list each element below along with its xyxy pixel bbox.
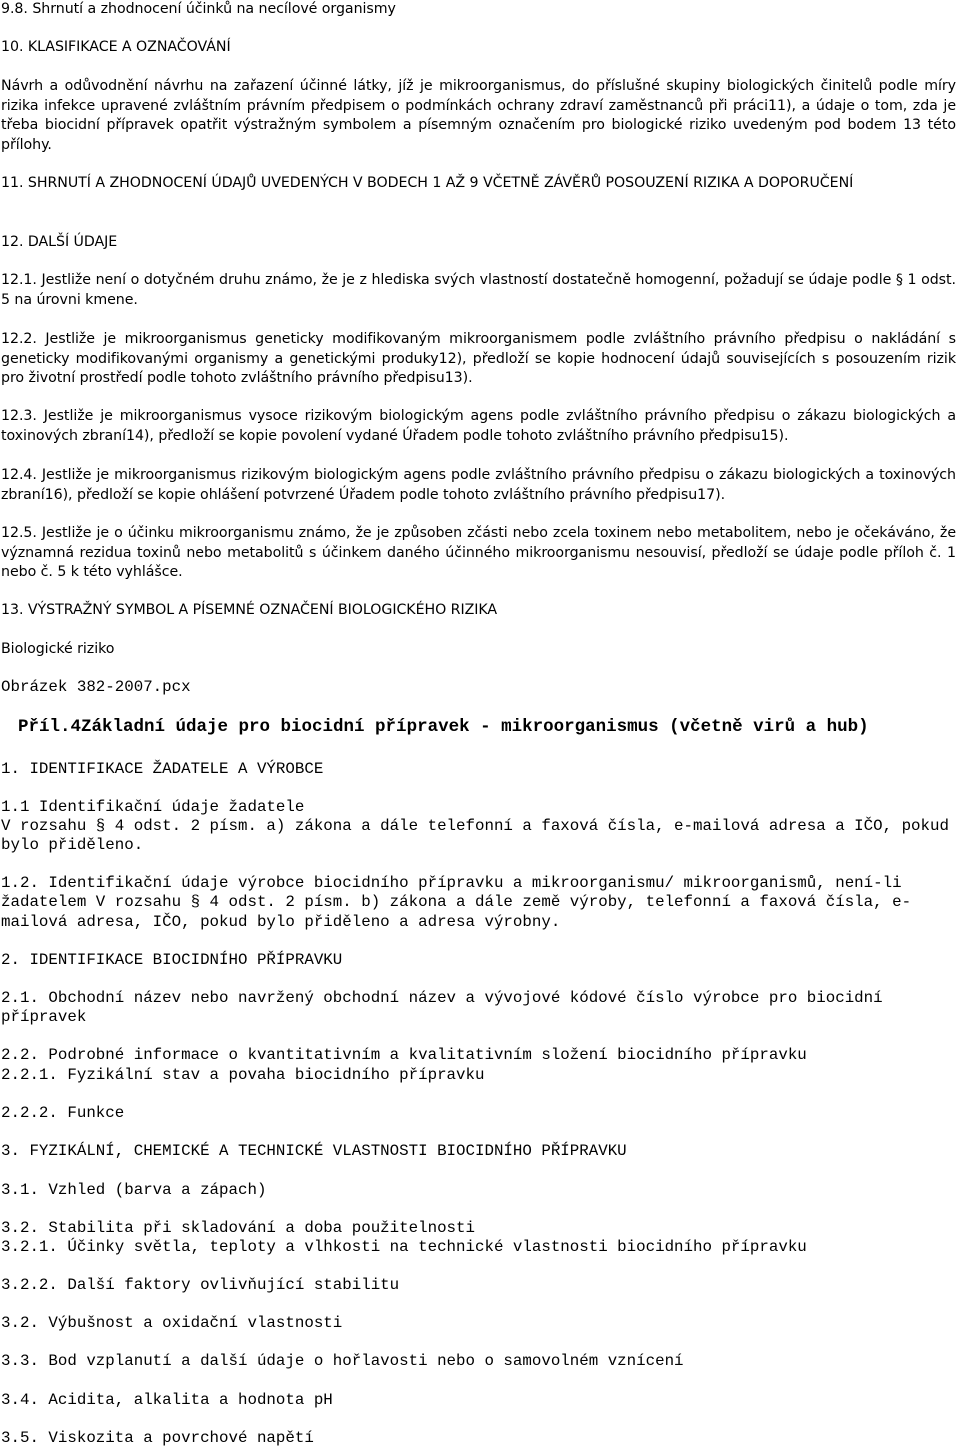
heading-11: 11. SHRNUTÍ A ZHODNOCENÍ ÚDAJŮ UVEDENÝCH V BODECH 1 AŽ 9 VČETNĚ ZÁVĚRŮ POSOUZENÍ RIZIKA A DOPORUČENÍ bbox=[1, 175, 854, 191]
heading-2-2: 2.2. Podrobné informace o kvantitativním a kvalitativním složení biocidního přípravku bbox=[1, 1046, 807, 1064]
heading-3-vlastnosti: 3. FYZIKÁLNÍ, CHEMICKÉ A TECHNICKÉ VLASTNOSTI BIOCIDNÍHO PŘÍPRAVKU bbox=[1, 1142, 627, 1160]
paragraph-2-1: 2.1. Obchodní název nebo navržený obchodní název a vývojové kódové číslo výrobce pro biocidní přípravek bbox=[1, 989, 883, 1027]
paragraph-1-2: 1.2. Identifikační údaje výrobce biocidního přípravku a mikroorganismu/ mikroorganismů, není-li žadatelem V rozsahu § 4 odst. 2 písm. b) zákona a dále země výroby, telefonní a faxová čísla, e-mailová adresa, IČO, pokud bylo přiděleno a adresa výrobny. bbox=[1, 874, 912, 931]
heading-13: 13. VÝSTRAŽNÝ SYMBOL A PÍSEMNÉ OZNAČENÍ BIOLOGICKÉHO RIZIKA bbox=[1, 602, 498, 618]
paragraph-12-4: 12.4. Jestliže je mikroorganismus rizikovým biologickým agens podle zvláštního právního předpisu o zákazu biologických a toxinových zbraní16), předloží se kopie ohlášení potvrzené Úřadem podle tohoto zvláštního právního předpisu17). bbox=[1, 467, 956, 503]
heading-2-2-1: 2.2.1. Fyzikální stav a povaha biocidního přípravku bbox=[1, 1066, 485, 1084]
heading-12: 12. DALŠÍ ÚDAJE bbox=[1, 234, 118, 250]
paragraph-12-2: 12.2. Jestliže je mikroorganismus geneticky modifikovaným mikroorganismem podle zvláštního právního předpisu o nakládání s geneticky modifikovanými organismy a genetickými produky12), předloží se kopie hodnocení údajů souvisejících s posouzením rizik pro životní prostředí podle tohoto zvláštního právního předpisu13). bbox=[1, 331, 956, 386]
heading-1-identifikace: 1. IDENTIFIKACE ŽADATELE A VÝROBCE bbox=[1, 760, 324, 778]
heading-3-2-1: 3.2.1. Účinky světla, teploty a vlhkosti na technické vlastnosti biocidního přípravku bbox=[1, 1238, 807, 1256]
image-placeholder-filename: Obrázek 382-2007.pcx bbox=[1, 678, 191, 696]
label-biologicke-riziko: Biologické riziko bbox=[1, 641, 115, 657]
paragraph-12-1: 12.1. Jestliže není o dotyčném druhu známo, že je z hlediska svých vlastností dostatečně homogenní, požadují se údaje podle § 1 odst. 5 na úrovni kmene. bbox=[1, 272, 956, 308]
heading-3-4: 3.4. Acidita, alkalita a hodnota pH bbox=[1, 1391, 333, 1409]
paragraph-12-5: 12.5. Jestliže je o účinku mikroorganismu známo, že je způsoben zčásti nebo zcela toxinem nebo metabolitem, nebo je očekáváno, že významná rezidua toxinů nebo metabolitů s účinkem daného účinného mikroorganismu nesouvisí, předloží se údaje podle příloh č. 1 nebo č. 5 k této vyhlášce. bbox=[1, 525, 956, 580]
heading-2-2-2: 2.2.2. Funkce bbox=[1, 1104, 125, 1122]
heading-3-2-2: 3.2.2. Další faktory ovlivňující stabilitu bbox=[1, 1276, 400, 1294]
paragraph-1-1: V rozsahu § 4 odst. 2 písm. a) zákona a dále telefonní a faxová čísla, e-mailová adresa a IČO, pokud bylo přiděleno. bbox=[1, 817, 949, 855]
heading-1-1: 1.1 Identifikační údaje žadatele bbox=[1, 798, 305, 816]
heading-3-2-stabilita: 3.2. Stabilita při skladování a doba použitelnosti bbox=[1, 1219, 475, 1237]
heading-10: 10. KLASIFIKACE A OZNAČOVÁNÍ bbox=[1, 39, 231, 55]
heading-3-5: 3.5. Viskozita a povrchové napětí bbox=[1, 1429, 314, 1447]
heading-3-3: 3.3. Bod vzplanutí a další údaje o hořlavosti nebo o samovolném vznícení bbox=[1, 1352, 684, 1370]
paragraph-10-text: Návrh a odůvodnění návrhu na zařazení účinné látky, jíž je mikroorganismus, do příslušné skupiny biologických činitelů podle míry rizika infekce upravené zvláštním právním předpisem o podmínkách ochrany zdraví zaměstnanců při práci11), a údaje o tom, zda je třeba biocidní přípravek opatřit výstražným symbolem a písemným označením pro biologické riziko uvedeným pod bodem 13 této přílohy. bbox=[1, 78, 956, 153]
paragraph-12-3: 12.3. Jestliže je mikroorganismus vysoce rizikovým biologickým agens podle zvláštního právního předpisu o zákazu biologických a toxinových zbraní14), předloží se kopie povolení vydané Úřadem podle tohoto zvláštního právního předpisu15). bbox=[1, 408, 956, 444]
appendix-title: Příl.4Základní údaje pro biocidní přípravek - mikroorganismus (včetně virů a hub) bbox=[18, 717, 869, 737]
heading-2-identifikace: 2. IDENTIFIKACE BIOCIDNÍHO PŘÍPRAVKU bbox=[1, 951, 343, 969]
heading-3-1: 3.1. Vzhled (barva a zápach) bbox=[1, 1181, 267, 1199]
heading-9-8: 9.8. Shrnutí a zhodnocení účinků na necílové organismy bbox=[1, 1, 396, 17]
heading-3-2-vybusnost: 3.2. Výbušnost a oxidační vlastnosti bbox=[1, 1314, 343, 1332]
